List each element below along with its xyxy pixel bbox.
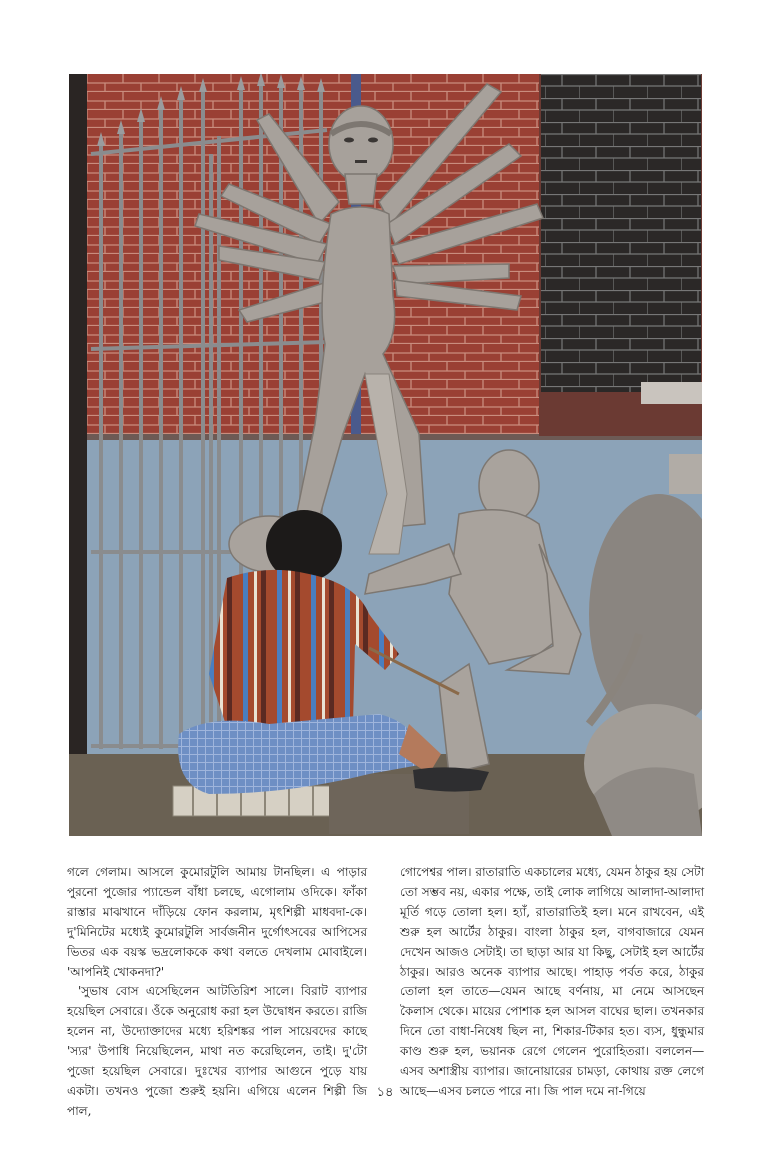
- left-paragraph-2: 'সুভাষ বোস এসেছিলেন আটতিরিশ সালে। বিরাট ব্যাপার হয়েছিল সেবারে। ওঁকে অনুরোধ করা হল উদ্বোধন করতে। রাজি হলেন না, উদ্যোক্তাদের মধ্যে হরিশঙ্কর পাল সায়েবদের কাছে 'স্যর' উপাধি নিয়েছিলেন, মাথা নত করেছিলেন, তাই। দু'টো পুজো হয়েছিল সেবারে। দুঃখের ব্যাপার আগুনে পুড়ে যায় একটা। তখনও পুজো শুরুই হয়নি। এগিয়ে এলেন শিল্পী জি পাল,: [67, 984, 367, 1118]
- left-paragraph-1: গলে গেলাম। আসলে কুমোরটুলি আমায় টানছিল। এ পাড়ার পুরনো পুজোর প্যান্ডেল বাঁধা চলছে, এগোলাম ওদিকে। ফাঁকা রাস্তার মাঝখানে দাঁড়িয়ে ফোন করলাম, মৃৎশিল্পী মাধবদা-কে। দু'মিনিটের মধ্যেই কুমোরটুলি সার্বজনীন দুর্গোৎসবের আপিসের ভিতর এক বয়স্ক ভদ্রলোককে কথা বলতে দেখলাম মোবাইলে। 'আপনিই খোকনদা?': [67, 865, 367, 979]
- photo-durga-idol-workshop: [69, 74, 702, 836]
- right-paragraph-1: গোপেশ্বর পাল। রাতারাতি একচালের মধ্যে, যেমন ঠাকুর হয় সেটা তো সম্ভব নয়, একার পক্ষে, তাই লোক লাগিয়ে আলাদা-আলাদা মূর্তি গড়ে তোলা হল। হ্যাঁ, রাতারাতিই হল। মনে রাখবেন, এই শুরু হল আর্টের ঠাকুর। বাংলা ঠাকুর হল, বাগবাজারে যেমন দেখেন আজও সেটাই। তা ছাড়া আর যা কিছু, সেটাই হল আর্টের ঠাকুর। আরও অনেক ব্যাপার আছে। পাহাড় পর্বত করে, ঠাকুর তোলা হল তাতে—যেমন আছে বর্ণনায়, মা নেমে আসছেন কৈলাস থেকে। মায়ের পোশাক হল আসল বাঘের ছাল। তখনকার দিনে তো বাধা-নিষেধ ছিল না, শিকার-টিকার হত। ব্যস, ধুন্ধুমার কাণ্ড শুরু হল, ভয়ানক রেগে গেলেন পুরোহিতরা। বললেন—এসব অশাস্ত্রীয় ব্যাপার। জানোয়ারের চামড়া, কোথায় রক্ত লেগে আছে—এসব চলতে পারে না। জি পাল দমে না-গিয়ে: [400, 865, 704, 1098]
- page-number: ১৪: [376, 1085, 394, 1100]
- right-text-column: [400, 863, 704, 1102]
